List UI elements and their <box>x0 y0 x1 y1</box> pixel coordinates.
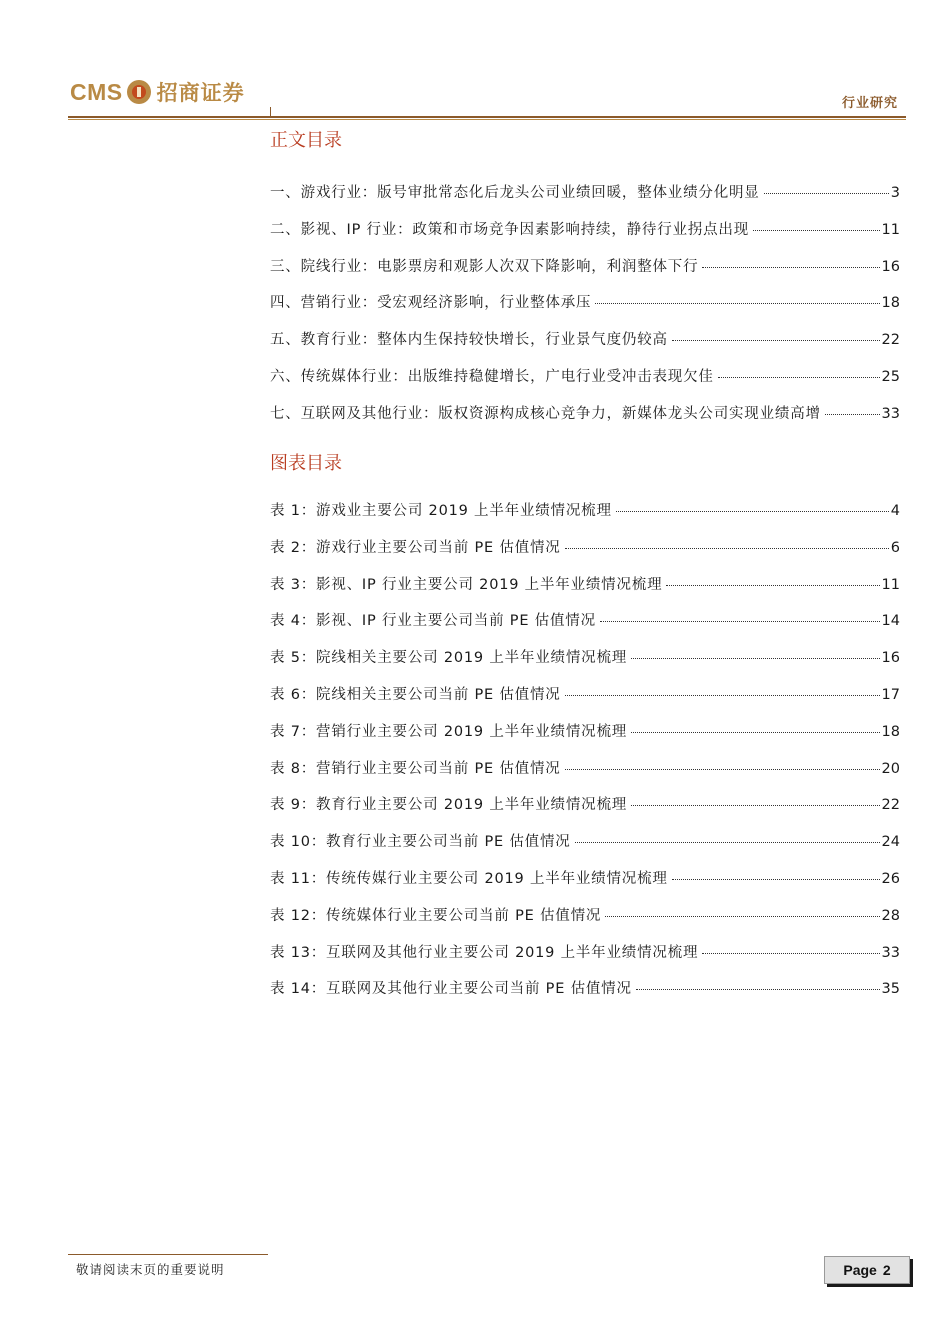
toc-entry-label[interactable]: 表 4：影视、IP 行业主要公司当前 PE 估值情况 <box>270 613 596 630</box>
toc-entry-page[interactable]: 24 <box>881 834 900 851</box>
toc-entry-label[interactable]: 表 13：互联网及其他行业主要公司 2019 上半年业绩情况梳理 <box>270 944 699 961</box>
toc-entry-page[interactable]: 20 <box>881 760 900 777</box>
toc-entry-label[interactable]: 表 7：营销行业主要公司 2019 上半年业绩情况梳理 <box>270 723 628 740</box>
main-toc-entry[interactable] <box>270 255 900 292</box>
dot-leader <box>631 805 879 806</box>
dot-leader <box>565 548 889 549</box>
toc-entry-label[interactable]: 表 10：教育行业主要公司当前 PE 估值情况 <box>270 834 571 851</box>
dot-leader <box>605 916 879 917</box>
toc-entry-label[interactable]: 二、影视、IP 行业：政策和市场竞争因素影响持续，静待行业拐点出现 <box>270 221 750 238</box>
figure-toc-entry[interactable] <box>270 793 900 830</box>
dot-leader <box>565 769 880 770</box>
dot-leader <box>631 658 879 659</box>
dot-leader <box>666 585 879 586</box>
cms-logo <box>70 76 245 108</box>
header-divider <box>68 116 906 118</box>
toc-entry-label[interactable]: 表 3：影视、IP 行业主要公司 2019 上半年业绩情况梳理 <box>270 576 663 593</box>
figure-toc-entry[interactable] <box>270 573 900 610</box>
toc-entry-page[interactable]: 6 <box>890 539 900 556</box>
toc-entry-page[interactable]: 14 <box>881 613 900 630</box>
page-header <box>0 0 950 125</box>
toc-entry-page[interactable]: 16 <box>881 650 900 667</box>
toc-entry-label[interactable]: 五、教育行业：整体内生保持较快增长，行业景气度仍较高 <box>270 332 668 349</box>
toc-entry-label[interactable]: 表 8：营销行业主要公司当前 PE 估值情况 <box>270 760 561 777</box>
dot-leader <box>636 989 880 990</box>
dot-leader <box>702 953 879 954</box>
disclaimer-note: 敬请阅读末页的重要说明 <box>76 1262 225 1277</box>
toc-entry-page[interactable]: 16 <box>881 258 900 275</box>
dot-leader <box>631 732 879 733</box>
toc-entry-label[interactable]: 表 2：游戏行业主要公司当前 PE 估值情况 <box>270 539 561 556</box>
dot-leader <box>825 414 880 415</box>
dot-leader <box>616 511 889 512</box>
report-type-label: 行业研究 <box>841 96 898 111</box>
figure-toc-entry[interactable] <box>270 609 900 646</box>
page-label: Page <box>843 1262 877 1278</box>
dot-leader <box>764 193 889 194</box>
logo-text: CMS <box>70 78 123 105</box>
main-toc-entry[interactable] <box>270 181 900 218</box>
toc-entry-page[interactable]: 18 <box>881 723 900 740</box>
header-divider-tick <box>270 107 271 118</box>
figure-toc-entry[interactable] <box>270 646 900 683</box>
main-toc-entry[interactable] <box>270 218 900 255</box>
dot-leader <box>565 695 880 696</box>
figure-toc-entry[interactable] <box>270 867 900 904</box>
toc-entry-label[interactable]: 一、游戏行业：版号审批常态化后龙头公司业绩回暖，整体业绩分化明显 <box>270 185 760 201</box>
toc-entry-label[interactable]: 表 1：游戏业主要公司 2019 上半年业绩情况梳理 <box>270 503 612 519</box>
figure-contents-list <box>270 499 900 1014</box>
toc-entry-label[interactable]: 六、传统媒体行业：出版维持稳健增长，广电行业受冲击表现欠佳 <box>270 368 714 385</box>
toc-entry-label[interactable]: 表 11：传统传媒行业主要公司 2019 上半年业绩情况梳理 <box>270 870 668 887</box>
toc-entry-page[interactable]: 11 <box>881 221 900 238</box>
toc-entry-page[interactable]: 35 <box>881 981 900 998</box>
toc-entry-label[interactable]: 四、营销行业：受宏观经济影响，行业整体承压 <box>270 295 592 312</box>
logo-emblem-icon <box>127 80 151 104</box>
toc-entry-page[interactable]: 3 <box>890 185 900 201</box>
main-contents-list <box>270 181 900 439</box>
toc-entry-page[interactable]: 22 <box>881 332 900 349</box>
footer-divider <box>68 1254 268 1255</box>
toc-entry-page[interactable]: 26 <box>881 870 900 887</box>
main-contents <box>270 128 900 439</box>
figure-contents <box>270 451 900 1014</box>
toc-entry-label[interactable]: 表 5：院线相关主要公司 2019 上半年业绩情况梳理 <box>270 650 628 667</box>
toc-entry-page[interactable]: 11 <box>881 576 900 593</box>
dot-leader <box>753 230 880 231</box>
toc-entry-label[interactable]: 表 6：院线相关主要公司当前 PE 估值情况 <box>270 686 561 703</box>
page-number: 2 <box>882 1262 891 1278</box>
dot-leader <box>718 377 880 378</box>
toc-entry-label[interactable]: 三、院线行业：电影票房和观影人次双下降影响，利润整体下行 <box>270 258 699 275</box>
dot-leader <box>672 879 880 880</box>
figure-toc-entry[interactable] <box>270 683 900 720</box>
toc-entry-page[interactable]: 22 <box>881 797 900 814</box>
toc-entry-label[interactable]: 表 9：教育行业主要公司 2019 上半年业绩情况梳理 <box>270 797 628 814</box>
page-indicator <box>824 1256 910 1284</box>
logo-company-name: 招商证券 <box>156 80 245 105</box>
toc-entry-label[interactable]: 表 12：传统媒体行业主要公司当前 PE 估值情况 <box>270 907 602 924</box>
toc-entry-page[interactable]: 4 <box>890 503 900 519</box>
main-toc-entry[interactable] <box>270 328 900 365</box>
toc-entry-page[interactable]: 33 <box>881 944 900 961</box>
figure-toc-entry[interactable] <box>270 536 900 573</box>
figure-toc-entry[interactable] <box>270 977 900 1014</box>
dot-leader <box>702 267 879 268</box>
header-divider-thin <box>68 119 906 120</box>
toc-entry-page[interactable]: 18 <box>881 295 900 312</box>
toc-entry-page[interactable]: 33 <box>881 405 900 422</box>
toc-entry-label[interactable]: 七、互联网及其他行业：版权资源构成核心竞争力，新媒体龙头公司实现业绩高增 <box>270 405 821 422</box>
figure-toc-entry[interactable] <box>270 941 900 978</box>
dot-leader <box>672 340 880 341</box>
dot-leader <box>595 303 879 304</box>
figure-toc-entry[interactable] <box>270 499 900 536</box>
dot-leader <box>575 842 880 843</box>
dot-leader <box>600 621 880 622</box>
toc-entry-page[interactable]: 25 <box>881 368 900 385</box>
main-contents-title: 正文目录 <box>270 130 342 151</box>
toc-entry-label[interactable]: 表 14：互联网及其他行业主要公司当前 PE 估值情况 <box>270 981 632 998</box>
figure-toc-entry[interactable] <box>270 830 900 867</box>
toc-entry-page[interactable]: 17 <box>881 686 900 703</box>
figure-toc-entry[interactable] <box>270 757 900 794</box>
toc-entry-page[interactable]: 28 <box>881 907 900 924</box>
main-toc-entry[interactable] <box>270 291 900 328</box>
main-toc-entry[interactable] <box>270 365 900 402</box>
figure-contents-title: 图表目录 <box>270 453 342 474</box>
figure-toc-entry[interactable] <box>270 720 900 757</box>
main-toc-entry[interactable] <box>270 402 900 439</box>
figure-toc-entry[interactable] <box>270 904 900 941</box>
